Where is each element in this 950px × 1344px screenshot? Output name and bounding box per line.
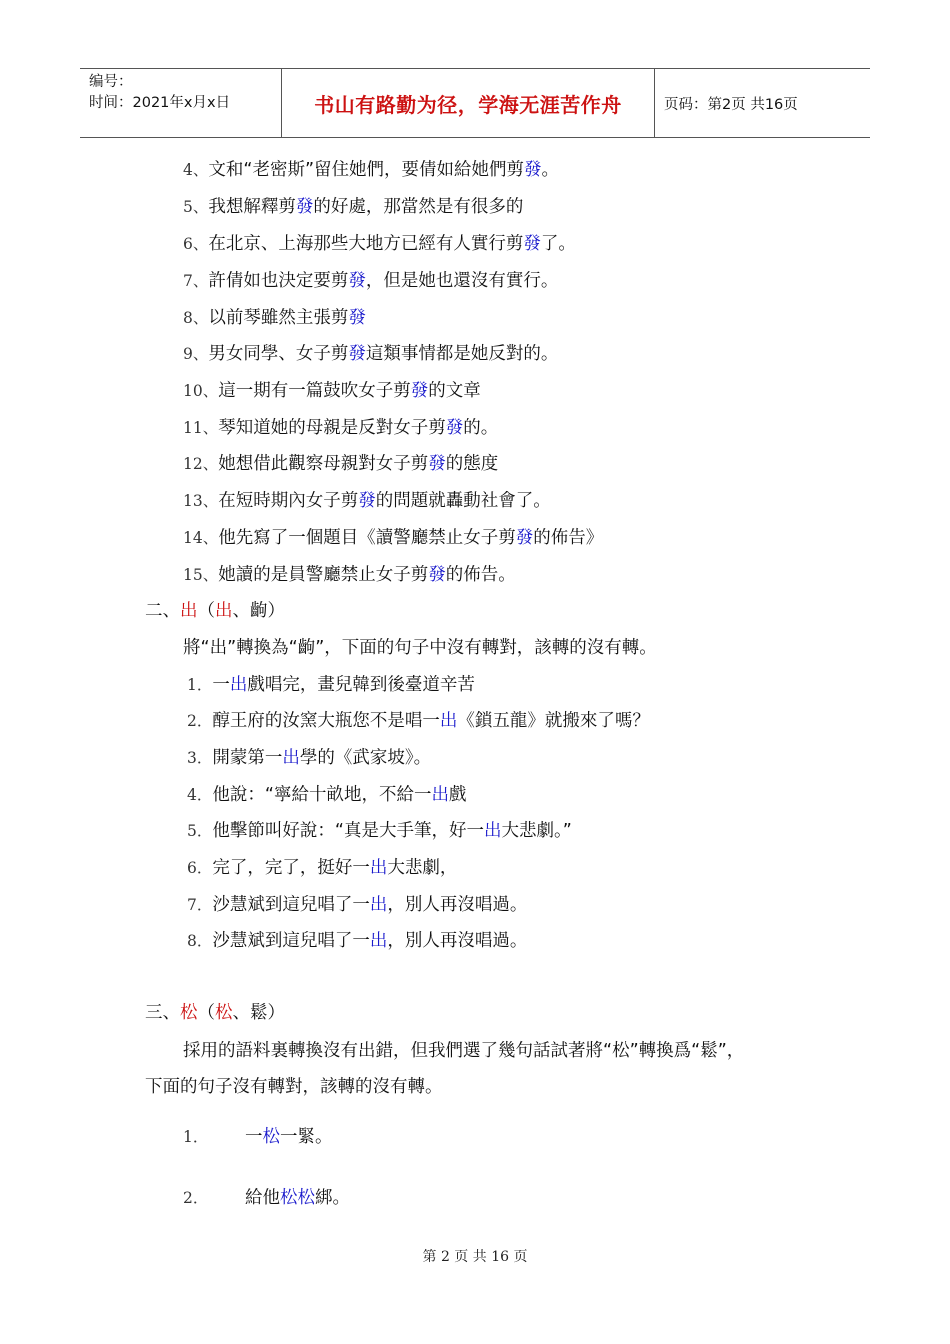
list-item: 7．沙慧斌到這兒唱了一出，別人再沒唱過。 — [187, 895, 528, 915]
list-item: 8、以前琴雖然主張剪發 — [183, 308, 366, 328]
header-meta — [80, 69, 282, 137]
list-item: 2． 給他松松綁。 — [183, 1188, 350, 1208]
list-item: 14、他先寫了一個題目《讀警廳禁止女子剪發的佈告》 — [183, 528, 604, 548]
list-item: 2．醇王府的汝窯大瓶您不是唱一出《鎖五龍》就搬來了嗎？ — [187, 711, 650, 731]
header-page-info-cell — [655, 69, 870, 137]
section3-intro-line1: 採用的語料裏轉換沒有出錯，但我們選了幾句話試著將“松”轉換爲“鬆”， — [183, 1041, 745, 1061]
page-header — [80, 68, 870, 138]
list-item: 11、琴知道她的母親是反對女子剪發的。 — [183, 418, 499, 438]
list-item: 1．一出戲唱完，畫兒韓到後臺道辛苦 — [187, 675, 475, 695]
section2-heading: 二、出（出、齣） — [145, 601, 285, 621]
code-label: 编号： — [89, 74, 133, 90]
header-page-info: 页码：第2页 共16页 — [664, 96, 798, 113]
list-item: 9、男女同學、女子剪發這類事情都是她反對的。 — [183, 344, 559, 364]
list-item: 7、許倩如也決定要剪發，但是她也還沒有實行。 — [183, 271, 559, 291]
list-item: 5．他擊節叫好說：“真是大手筆，好一出大悲劇。” — [187, 821, 572, 841]
section3-heading: 三、松（松、鬆） — [145, 1003, 285, 1023]
list-item: 15、她讀的是員警廳禁止女子剪發的佈告。 — [183, 565, 516, 585]
list-item: 13、在短時期內女子剪發的問題就轟動社會了。 — [183, 491, 551, 511]
list-item: 6、在北京、上海那些大地方已經有人實行剪發了。 — [183, 234, 576, 254]
list-item: 4、文和“老密斯”留住她們，要倩如給她們剪發。 — [183, 160, 560, 180]
time-label: 时间：2021年x月x日 — [89, 95, 231, 111]
header-motto: 书山有路勤为径，学海无涯苦作舟 — [314, 92, 622, 117]
list-item: 8．沙慧斌到這兒唱了一出，別人再沒唱過。 — [187, 931, 528, 951]
list-item: 5、我想解釋剪發的好處，那當然是有很多的 — [183, 197, 524, 217]
page-footer: 第 2 页 共 16 页 — [422, 1249, 528, 1265]
list-item: 1． 一松一緊。 — [183, 1127, 333, 1147]
section3-intro-line2: 下面的句子沒有轉對，該轉的沒有轉。 — [145, 1077, 443, 1097]
list-item: 10、這一期有一篇鼓吹女子剪發的文章 — [183, 381, 481, 401]
list-item: 6．完了，完了，挺好一出大悲劇， — [187, 858, 458, 878]
list-item: 4．他說：“寧給十畝地，不給一出戲 — [187, 785, 467, 805]
header-motto-cell — [282, 69, 655, 137]
section2-intro: 將“出”轉換為“齣”，下面的句子中沒有轉對，該轉的沒有轉。 — [183, 638, 657, 658]
list-item: 12、她想借此觀察母親對女子剪發的態度 — [183, 454, 499, 474]
list-item: 3．開蒙第一出學的《武家坡》。 — [187, 748, 432, 768]
